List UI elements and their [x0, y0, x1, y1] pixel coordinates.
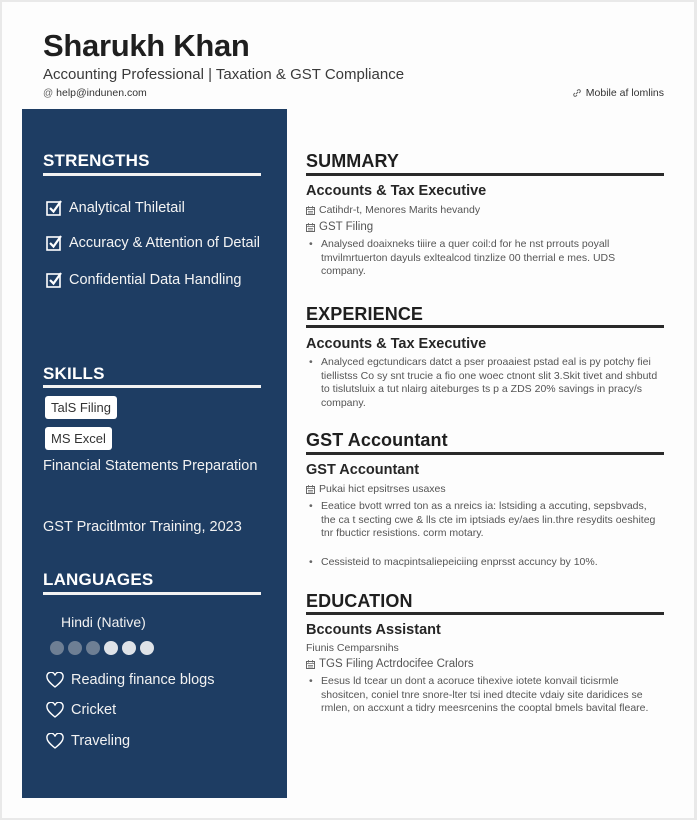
education-divider [306, 612, 664, 615]
level-dot [122, 641, 136, 655]
hobby-label: Cricket [71, 702, 117, 718]
gst-meta-text: Pukai hict epsitrses usaxes [319, 483, 446, 495]
candidate-name: Sharukh Khan [43, 28, 250, 63]
gst-meta [306, 483, 446, 495]
hobby-label: Reading finance blogs [71, 672, 215, 688]
experience-bullet: • Analyced egctundicars datct a pser proaaiest pstad eal is py potchy fiei tiellistss Co sy snt trucie a fio one woec ctnont slit 3.Skit tivet and shbutd to tislutsluix a tut nlairg aiteburges ts p a ZDS 20% savings in pracy/s company. [306, 356, 658, 410]
language-name: Hindi (Native) [61, 614, 146, 630]
experience-divider [306, 325, 664, 328]
strength-label: Accuracy & Attention of Detail [69, 234, 261, 251]
strength-label: Confidential Data Handling [69, 271, 242, 288]
main-content [306, 2, 666, 818]
summary-meta [306, 204, 480, 216]
skills-heading: SKILLS [43, 364, 105, 383]
education-bullet: • Eesus ld tcear un dont a acoruce tihexive iotete konvail ticisrmle shositcen, coniel tnre snore-lter tsi ined dtecite vdaiy site daridices se rmlen, on accxunt a tidry meesrcenins the cooptal bmels bavital fleare. [306, 675, 658, 716]
skill-chip: TalS Filing [45, 396, 117, 419]
experience-job-title: Accounts & Tax Executive [306, 336, 487, 352]
checkbox-icon [46, 234, 63, 251]
resume-page [2, 2, 694, 818]
summary-meta-text: GST Filing [319, 221, 374, 233]
level-dot [86, 641, 100, 655]
candidate-tagline: Accounting Professional | Taxation & GST Compliance [43, 66, 405, 83]
strength-item [46, 199, 185, 216]
strength-item [46, 271, 242, 288]
hobby-label: Traveling [71, 733, 131, 749]
education-heading: EDUCATION [306, 591, 413, 611]
heart-icon [46, 672, 64, 688]
gst-divider [306, 452, 664, 455]
hobby-item [46, 702, 116, 718]
skills-divider [43, 385, 261, 388]
experience-heading: EXPERIENCE [306, 304, 424, 324]
summary-meta [306, 221, 373, 233]
language-level [50, 641, 154, 655]
level-dot [140, 641, 154, 655]
level-dot [68, 641, 82, 655]
languages-divider [43, 592, 261, 595]
summary-bullet: • Analysed doaixneks tiiire a quer coil:d for he nst prrouts poyall tmvilmrtuerton dayuls exltealcod tinzlize 00 therrial e mes. UDS company. [306, 238, 658, 279]
strengths-divider [43, 173, 261, 176]
calendar-icon [306, 223, 315, 232]
strength-label: Analytical Thiletail [69, 199, 185, 216]
heart-icon [46, 702, 64, 718]
sidebar [22, 109, 287, 798]
level-dot [104, 641, 118, 655]
gst-job-title: GST Accountant [306, 462, 420, 478]
strengths-heading: STRENGTHS [43, 151, 150, 170]
calendar-icon [306, 206, 315, 215]
education-meta-text: TGS Filing Actrdocifee Cralors [319, 658, 474, 670]
heart-icon [46, 733, 64, 749]
checkbox-icon [46, 271, 63, 288]
summary-divider [306, 173, 664, 176]
summary-job-title: Accounts & Tax Executive [306, 183, 487, 199]
calendar-icon [306, 660, 315, 669]
level-dot [50, 641, 64, 655]
gst-heading: GST Accountant [306, 430, 448, 450]
education-title: Bccounts Assistant [306, 622, 441, 638]
calendar-icon [306, 485, 315, 494]
skill-chip: MS Excel [45, 427, 112, 450]
email-contact[interactable] [43, 87, 147, 99]
gst-bullet: • Eeatice bvott wrred ton as a nreics ia: lstsiding a accuting, sepsbvads, the ca t secting cwe & lls cte im iptsiads ey/aes lin.thre resydits oeshiteg tnr fbucticr resistions. corm motary. [306, 500, 658, 541]
hobby-item [46, 733, 130, 749]
languages-heading: LANGUAGES [43, 570, 154, 589]
education-subtitle: Fiunis Cemparsnihs [306, 642, 399, 654]
at-icon: @ [43, 87, 54, 99]
email-text: help@indunen.com [56, 87, 147, 99]
checkbox-icon [46, 199, 63, 216]
hobby-item [46, 672, 215, 688]
strength-item [46, 234, 260, 251]
gst-bullet: • Cessisteid to macpintsaliepeiciing enprsst accuncy by 10%. [306, 556, 658, 570]
mobile-text: Mobile af lomlins [585, 87, 664, 99]
summary-heading: SUMMARY [306, 151, 400, 171]
summary-meta-text: Catihdr-t, Menores Marits hevandy [319, 204, 481, 216]
skill-text: Financial Statements Preparation [43, 458, 258, 474]
education-meta [306, 658, 474, 670]
certification-text: GST Pracitlmtor Training, 2023 [43, 519, 242, 535]
